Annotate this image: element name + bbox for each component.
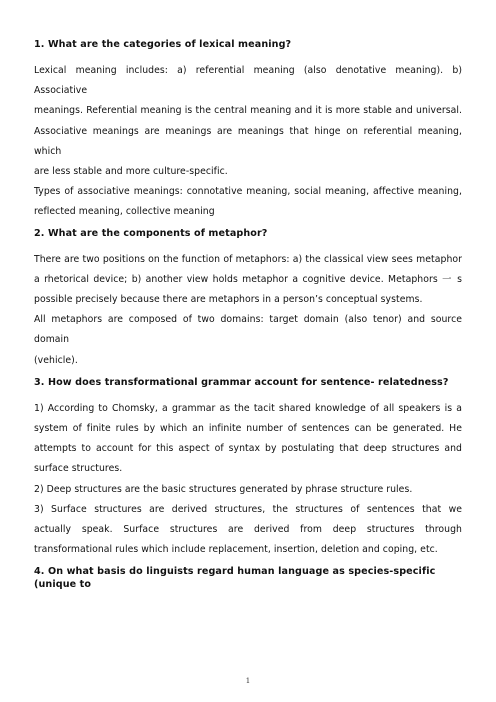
answer-paragraph — [34, 399, 462, 480]
text-line: 3) Surface structures are derived structures, the structures of sentences that we — [34, 503, 462, 515]
text-line: reflected meaning, collective meaning — [34, 206, 215, 218]
answer-paragraph — [34, 250, 462, 311]
answer-paragraph — [34, 500, 462, 561]
text-line: system of finite rules by which an infinite number of sentences can be generated. He — [34, 423, 462, 435]
answer-paragraph — [34, 310, 462, 371]
question-heading-1: 1. What are the categories of lexical meaning? — [34, 39, 292, 50]
text-line: 2) Deep structures are the basic structures generated by phrase structure rules. — [34, 483, 413, 495]
answer-paragraph — [34, 480, 462, 500]
text-line: 1) According to Chomsky, a grammar as the tacit shared knowledge of all speakers is a — [34, 402, 462, 414]
text-line: Associative meanings are meanings are meanings that hinge on referential meaning, which — [34, 125, 462, 157]
text-line: Types of associative meanings: connotative meaning, social meaning, affective meaning, — [34, 186, 462, 198]
text-line: are less stable and more culture-specific. — [34, 166, 228, 178]
answer-paragraph — [34, 182, 462, 222]
page-number: 1 — [245, 677, 251, 685]
text-line: Lexical meaning includes: a) referential meaning (also denotative meaning). b) Associative — [34, 65, 462, 97]
text-line: possible precisely because there are metaphors in a person’s conceptual systems. — [34, 294, 423, 306]
answer-paragraph — [34, 61, 462, 182]
text-line: a rhetorical device; b) another view holds metaphor a cognitive device. Metaphors 一 s — [34, 273, 462, 285]
question-heading-2: 2. What are the components of metaphor? — [34, 227, 268, 239]
text-line: All metaphors are composed of two domains: target domain (also tenor) and source domain — [34, 314, 462, 346]
text-line: surface structures. — [34, 463, 123, 475]
question-heading-3: 3. How does transformational grammar account for sentence- relatedness? — [34, 376, 449, 388]
text-line: attempts to account for this aspect of syntax by postulating that deep structures and — [34, 443, 462, 455]
text-line: meanings. Referential meaning is the central meaning and it is more stable and universal. — [34, 105, 462, 117]
text-line: There are two positions on the function of metaphors: a) the classical view sees metaphor — [34, 253, 462, 265]
document-body — [34, 38, 462, 601]
question-heading-4: 4. On what basis do linguists regard human language as species-specific (unique to — [34, 566, 436, 591]
text-line: actually speak. Surface structures are derived from deep structures through — [34, 524, 462, 536]
text-line: (vehicle). — [34, 354, 78, 366]
text-line: transformational rules which include replacement, insertion, deletion and coping, etc. — [34, 544, 438, 556]
